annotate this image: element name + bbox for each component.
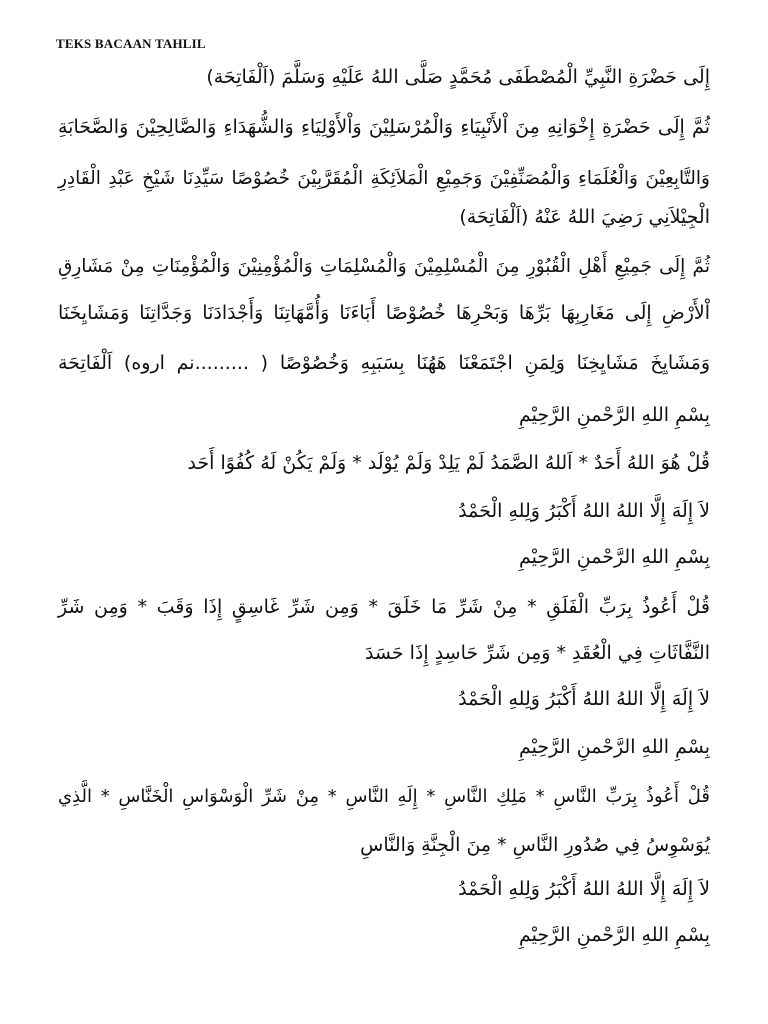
text-line: ثُمَّ إِلَى حَضْرَةِ إِخْوَانِهِ مِنَ اْلأَنْبِيَاءِ وَالْمُرْسَلِيْنَ وَاْلأَوْلِيَاءِ وَالشُّهَدَاءِ وَالصَّالِحِيْنَ وَالصَّحَابَةِ bbox=[58, 116, 710, 138]
document-title: TEKS BACAAN TAHLIL bbox=[56, 36, 206, 51]
text-line: يُوَسْوِسُ فِي صُدُورِ النَّاسِ * مِنَ الْجِنَّةِ وَالنَّاسِ bbox=[360, 834, 710, 856]
text-line: اْلأَرْضِ إِلَى مَغَارِبِهَا بَرِّهَا وَبَحْرِهَا خُصُوْصًا أَبَاءَنَا وَأُمَّهَاتِنَا وَأَجْدَادَنَا وَجَدَّاتِنَا وَمَشَايِخَنَا bbox=[58, 302, 710, 324]
text-line: النَّفَّاثَاتِ فِي الْعُقَدِ * وَمِن شَرِّ حَاسِدٍ إِذَا حَسَدَ bbox=[364, 642, 710, 664]
text-line: بِسْمِ اللهِ الرَّحْمنِ الرَّحِيْمِ bbox=[519, 924, 710, 946]
text-line: بِسْمِ اللهِ الرَّحْمنِ الرَّحِيْمِ bbox=[519, 546, 710, 568]
text-line: قُلْ أَعُوذُ بِرَبِّ الْفَلَقِ * مِنْ شَرِّ مَا خَلَقَ * وَمِن شَرِّ غَاسِقٍ إِذَا وَقَبَ * وَمِن شَرِّ bbox=[58, 596, 710, 618]
text-line: لاَ إِلَهَ إِلَّا اللهُ اللهُ أَكْبَرُ وَلِلهِ الْحَمْدُ bbox=[458, 878, 710, 900]
text-line: لاَ إِلَهَ إِلَّا اللهُ اللهُ أَكْبَرُ وَلِلهِ الْحَمْدُ bbox=[458, 688, 710, 710]
text-line: قُلْ هُوَ اللهُ أَحَدٌ * اَللهُ الصَّمَدُ لَمْ يَلِدْ وَلَمْ يُوْلَد * وَلَمْ يَكُنْ لَهُ كُفُوًا أَحَد bbox=[187, 452, 710, 474]
text-line: إِلَى حَضْرَةِ النَّبِيِّ الْمُصْطَفَى مُحَمَّدٍ صَلَّى اللهُ عَلَيْهِ وَسَلَّمَ (اَلْفَاتِحَة) bbox=[206, 66, 710, 88]
text-line: وَمَشَايِخَ مَشَايِخِنَا وَلِمَنِ اجْتَمَعْنَا هَهُنَا بِسَبَبِهِ وَخُصُوْصًا ( .........نم اروه) اَلْفَاتِحَة bbox=[58, 352, 710, 374]
text-line: لاَ إِلَهَ إِلَّا اللهُ اللهُ أَكْبَرُ وَلِلهِ الْحَمْدُ bbox=[458, 500, 710, 522]
text-line: ثُمَّ إِلَى جَمِيْعِ أَهْلِ الْقُبُوْرِ مِنَ الْمُسْلِمِيْنَ وَالْمُسْلِمَاتِ وَالْمُؤْمِنِيْنَ وَالْمُؤْمِنَاتِ مِنْ مَشَارِقِ bbox=[58, 256, 710, 277]
text-line: الْجِيْلاَنِي رَضِيَ اللهُ عَنْهُ (اَلْفَاتِحَة) bbox=[459, 206, 710, 228]
text-line: بِسْمِ اللهِ الرَّحْمنِ الرَّحِيْمِ bbox=[519, 404, 710, 426]
text-line: بِسْمِ اللهِ الرَّحْمنِ الرَّحِيْمِ bbox=[519, 736, 710, 758]
text-line: وَالتَّابِعِيْنَ وَالْعُلَمَاءِ وَالْمُصَنِّفِيْنَ وَجَمِيْعِ الْمَلاَئِكَةِ الْمُقَرَّبِيْنَ خُصُوْصًا سَيِّدِنَا شَيْخِ عَبْدِ الْقَادِرِ bbox=[58, 168, 710, 189]
text-line: قُلْ أَعُوذُ بِرَبِّ النَّاسِ * مَلِكِ النَّاسِ * إِلَهِ النَّاسِ * مِنْ شَرِّ الْوَسْوَاسِ الْخَنَّاسِ * الَّذِي bbox=[58, 786, 710, 807]
